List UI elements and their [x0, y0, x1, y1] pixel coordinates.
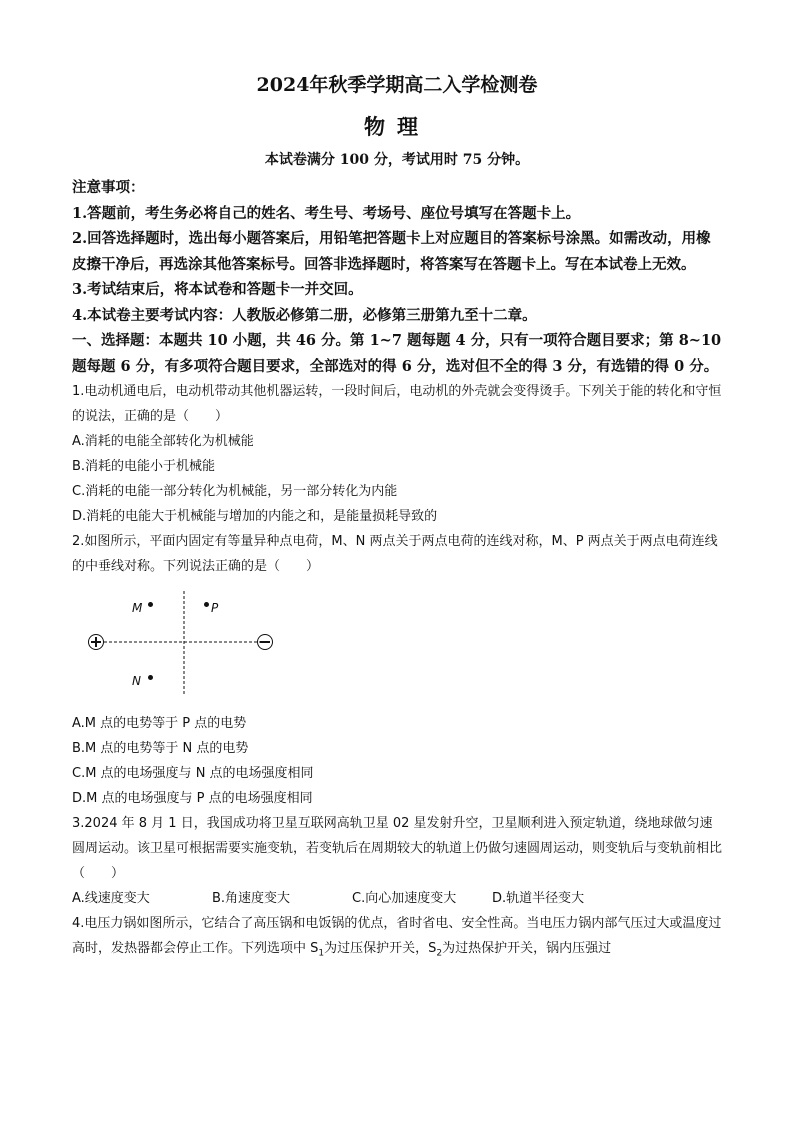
option-a: A.线速度变大 — [72, 891, 150, 906]
note-item-1: 1.答题前，考生务必将自己的姓名、考生号、考场号、座位号填写在答题卡上。 — [72, 204, 581, 222]
point-p-dot — [204, 602, 209, 607]
question-4 — [72, 911, 722, 967]
question-stem: 1.电动机通电后，电动机带动其他机器运转，一段时间后，电动机的外壳就会变得烫手。下列关于能的转化和守恒的说法，正确的是（ ） — [72, 384, 722, 424]
figure-lines — [80, 585, 280, 705]
question-1 — [72, 379, 722, 529]
notes-heading: 注意事项： — [72, 179, 145, 196]
question-3 — [72, 811, 722, 911]
option-d: D.轨道半径变大 — [492, 891, 585, 906]
option-d: D.消耗的电能大于机械能与增加的内能之和，是能量损耗导致的 — [72, 509, 438, 524]
question-stem: 3.2024 年 8 月 1 日，我国成功将卫星互联网高轨卫星 02 星发射升空，卫星顺利进入预定轨道，绕地球做匀速圆周运动。该卫星可根据需要实施变轨，若变轨后在周期较大的轨道上仍做匀速圆周运动，则变轨后与变轨前相比（ ） — [72, 816, 723, 881]
section1-heading: 一、选择题：本题共 10 小题，共 46 分。第 1~7 题每题 4 分，只有一项符合题目要求；第 8~10 题每题 6 分，有多项符合题目要求，全部选对的得 6 分，选对但不全的得 3 分，有选错的得 0 分。 — [72, 332, 722, 375]
question-2 — [72, 529, 722, 811]
note-item-2: 2.回答选择题时，选出每小题答案后，用铅笔把答题卡上对应题目的答案标号涂黑。如需改动，用橡皮擦干净后，再选涂其他答案标号。回答非选择题时，将答案写在答题卡上。写在本试卷上无效。 — [72, 230, 711, 273]
charges-figure — [80, 585, 280, 705]
option-c: C.消耗的电能一部分转化为机械能，另一部分转化为内能 — [72, 484, 398, 499]
option-a: A.M 点的电势等于 P 点的电势 — [72, 716, 247, 731]
notes-section — [72, 175, 722, 379]
option-b: B.消耗的电能小于机械能 — [72, 459, 216, 474]
options-row — [72, 886, 722, 911]
point-m-label: M — [132, 601, 143, 615]
option-c: C.向心加速度变大 — [352, 891, 457, 906]
option-a: A.消耗的电能全部转化为机械能 — [72, 434, 254, 449]
option-d: D.M 点的电场强度与 P 点的电场强度相同 — [72, 791, 313, 806]
subject-title: 物理 — [364, 114, 430, 139]
stem-part-b: 为过压保护开关，S — [324, 941, 437, 956]
point-m-dot — [148, 602, 153, 607]
question-stem — [72, 911, 722, 967]
option-b: B.角速度变大 — [212, 891, 291, 906]
positive-charge-icon — [88, 634, 104, 650]
switch-1-subscript: 1 — [318, 948, 325, 959]
stem-part-a: 4.电压力锅如图所示，它结合了高压锅和电饭锅的优点，省时省电、安全性高。当电压力锅内部气压过大或温度过高时，发热器都会停止工作。下列选项中 S — [72, 916, 722, 956]
point-n-label: N — [132, 674, 141, 688]
option-c: C.M 点的电场强度与 N 点的电场强度相同 — [72, 766, 314, 781]
switch-2-subscript: 2 — [436, 948, 443, 959]
negative-charge-icon — [257, 634, 273, 650]
point-p-label: P — [211, 601, 219, 615]
score-time-line: 本试卷满分 100 分，考试用时 75 分钟。 — [264, 152, 530, 168]
option-b: B.M 点的电势等于 N 点的电势 — [72, 741, 249, 756]
stem-part-c: 为过热保护开关，锅内压强过 — [442, 941, 612, 956]
exam-title: 2024年秋季学期高二入学检测卷 — [256, 74, 538, 96]
point-n-dot — [148, 675, 153, 680]
note-item-4: 4.本试卷主要考试内容：人教版必修第二册，必修第三册第九至十二章。 — [72, 306, 537, 324]
question-stem: 2.如图所示，平面内固定有等量异种点电荷，M、N 两点关于两点电荷的连线对称，M、P 两点关于两点电荷连线的中垂线对称。下列说法正确的是（ ） — [72, 534, 718, 574]
note-item-3: 3.考试结束后，将本试卷和答题卡一并交回。 — [72, 281, 363, 298]
exam-page — [72, 60, 722, 967]
